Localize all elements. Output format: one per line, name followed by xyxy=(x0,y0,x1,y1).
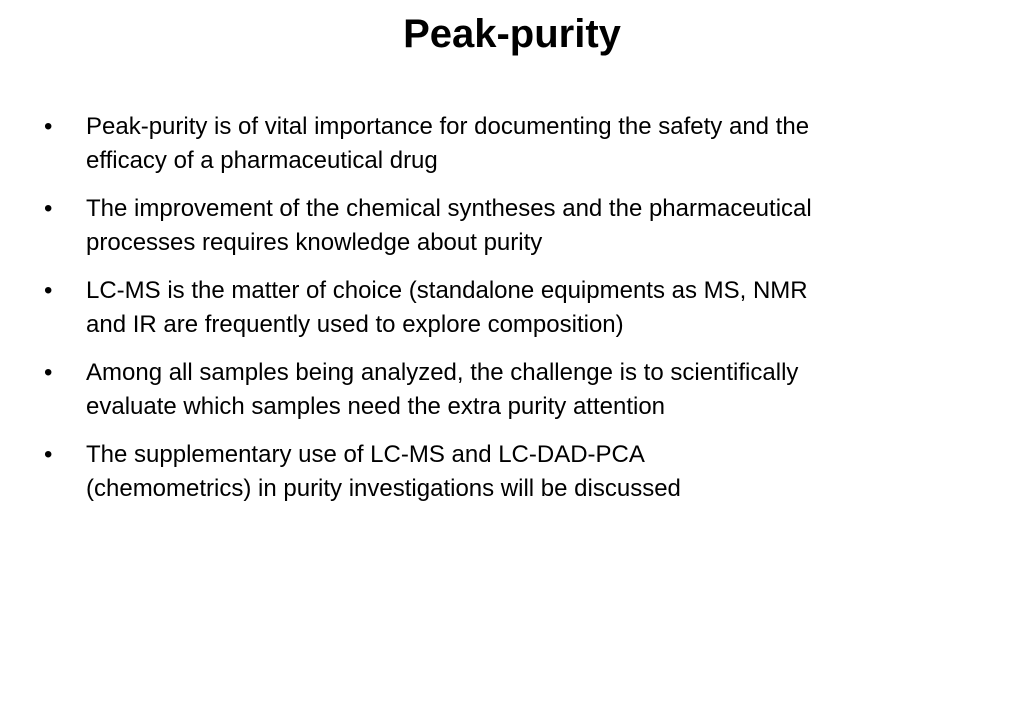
bullet-line: The improvement of the chemical syntheses and the pharmaceutical xyxy=(86,195,812,222)
bullet-text xyxy=(86,110,1024,178)
bullet-text xyxy=(86,192,1024,260)
bullet-line: The supplementary use of LC-MS and LC-DAD-PCA xyxy=(86,441,645,468)
bullet-item xyxy=(0,192,1024,260)
bullet-icon: • xyxy=(44,441,53,468)
bullet-list xyxy=(0,110,1024,520)
bullet-line: Peak-purity is of vital importance for documenting the safety and the xyxy=(86,113,810,140)
bullet-icon: • xyxy=(44,195,53,222)
bullet-line: (chemometrics) in purity investigations will be discussed xyxy=(86,475,681,502)
bullet-icon: • xyxy=(44,359,53,386)
bullet-line: LC-MS is the matter of choice (standalone equipments as MS, NMR xyxy=(86,277,808,304)
bullet-line: processes requires knowledge about purity xyxy=(86,229,543,256)
bullet-text xyxy=(86,438,1024,506)
bullet-item xyxy=(0,438,1024,506)
bullet-line: Among all samples being analyzed, the challenge is to scientifically xyxy=(86,359,799,386)
bullet-item xyxy=(0,356,1024,424)
bullet-item xyxy=(0,110,1024,178)
bullet-text xyxy=(86,356,1024,424)
bullet-line: efficacy of a pharmaceutical drug xyxy=(86,147,438,174)
bullet-item xyxy=(0,274,1024,342)
bullet-line: evaluate which samples need the extra purity attention xyxy=(86,393,666,420)
bullet-icon: • xyxy=(44,113,53,140)
bullet-text xyxy=(86,274,1024,342)
slide-title: Peak-purity xyxy=(403,12,621,56)
bullet-line: and IR are frequently used to explore composition) xyxy=(86,311,624,338)
bullet-icon: • xyxy=(44,277,53,304)
